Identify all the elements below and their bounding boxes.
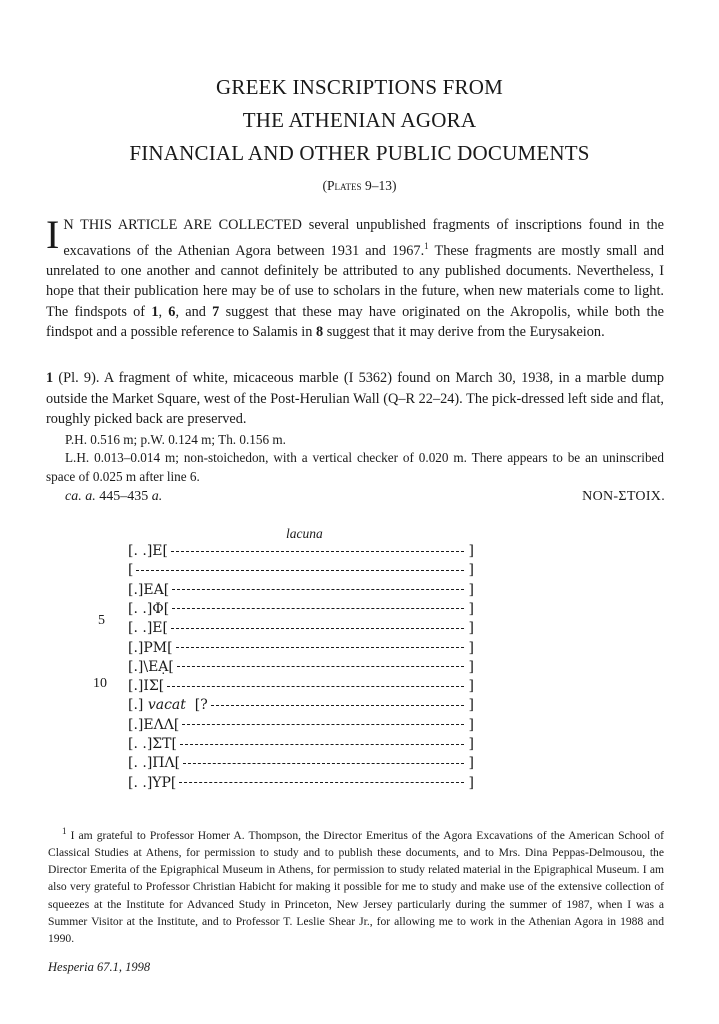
lacuna-dashes (182, 724, 464, 725)
intro-text-a: several unpublished fragments of inscriptions found in the excavations of the Athenian Agora between 1931 and 1967. (63, 217, 664, 259)
inscription-line-text: [.]\ΕẠ[ (128, 658, 174, 675)
plates-reference: (Plates 9–13) (322, 178, 397, 193)
line-number-10: 10 (93, 676, 107, 691)
drop-cap: I (46, 212, 60, 257)
lacuna-dashes (172, 589, 464, 590)
inscription-line (128, 716, 474, 734)
inscription-line (128, 561, 474, 579)
ref-6: 6 (168, 303, 176, 320)
dating (65, 489, 162, 505)
inscription-line-text: [. .]Φ[ (128, 600, 170, 617)
inscription-line-text: [. .]ΥΡ[ (128, 774, 177, 791)
inscription-line (128, 735, 474, 753)
footnote-reference[interactable]: 1 (424, 240, 429, 251)
inscription-line (128, 696, 474, 714)
inscription-line (128, 600, 474, 618)
lacuna-dashes (171, 551, 464, 552)
close-bracket: ] (468, 755, 474, 772)
lacuna-dashes (179, 782, 464, 783)
inscription-line-text: [ (128, 562, 134, 579)
date-years: 445–435 (95, 489, 152, 504)
lacuna-dashes (172, 608, 464, 609)
vacat-word: vacat (147, 697, 186, 714)
inscription-line (128, 619, 474, 637)
entry-description: (Pl. 9). A fragment of white, micaceous marble (I 5362) found on March 30, 1938, in a marble dump outside the Market Square, west of the Post-Herulian Wall (Q–R 22–24). The pick-dressed left side and flat, roughly picked back are preserved. (46, 370, 664, 427)
inscription-line (128, 542, 474, 560)
footnote-mark: 1 (62, 826, 67, 836)
inscription-line-text: [.]ΙΣ[ (128, 678, 165, 695)
entry-number: 1 (46, 370, 54, 386)
sep: , and (175, 303, 213, 320)
inscription-line-text: [.]ΕΑ[ (128, 581, 170, 598)
footnote (48, 823, 664, 947)
close-bracket: ] (468, 658, 474, 675)
close-bracket: ] (468, 562, 474, 579)
inscription-line-text: [. .]Ε[ (128, 543, 168, 559)
inscription-line (128, 658, 474, 676)
lacuna-label: lacuna (286, 526, 323, 541)
close-bracket: ] (468, 736, 474, 752)
title-line-2: THE ATHENIAN AGORA (242, 108, 477, 132)
close-bracket: ] (468, 716, 474, 733)
plates-range: 9–13 (364, 178, 392, 193)
inscription-line (128, 677, 474, 695)
lacuna-dashes (171, 628, 464, 629)
close-bracket: ] (468, 697, 474, 714)
inscription-line-text: [.]ΕΛΛ[ (128, 716, 180, 733)
inscription-line-text: [.] (128, 697, 148, 714)
inscription-line (128, 639, 474, 657)
ref-8: 8 (315, 324, 324, 341)
close-bracket: ] (468, 639, 474, 656)
date-a: a. (151, 489, 163, 504)
lacuna-dashes (177, 666, 464, 667)
close-bracket: ] (468, 774, 474, 791)
dimensions: P.H. 0.516 m; p.W. 0.124 m; Th. 0.156 m. (65, 432, 286, 447)
inscription-line-text: [.]ΡΜ[ (128, 639, 173, 656)
intro-text-c: suggest that these may have originated on the Akropolis, while both the findspot and a possible reference to Salamis in (46, 303, 664, 341)
inscription-line-text: [. .]ΣΤ[ (128, 736, 177, 752)
date-ca: ca. a. (65, 489, 96, 504)
title-line-1: GREEK INSCRIPTIONS FROM (216, 75, 503, 99)
stoichedon-label: NON-ΣΤΟΙΧ. (582, 489, 665, 504)
intro-paragraph (46, 212, 664, 343)
journal-citation: Hesperia 67.1, 1998 (48, 960, 151, 974)
ref-7: 7 (212, 303, 220, 320)
ref-1: 1 (151, 303, 159, 320)
title-line-3: FINANCIAL AND OTHER PUBLIC DOCUMENTS (129, 141, 590, 165)
vacat-after: [? (185, 697, 208, 714)
close-bracket: ] (468, 678, 474, 695)
close-bracket: ] (468, 620, 474, 637)
inscription-line-text: [. .]ΠΛ[ (128, 755, 181, 772)
lacuna-dashes (183, 763, 464, 764)
intro-lead-caps: N THIS ARTICLE ARE COLLECTED (63, 217, 303, 233)
close-bracket: ] (468, 581, 474, 598)
inscription-line (128, 774, 474, 792)
inscription-line (128, 754, 474, 772)
letter-height: L.H. 0.013–0.014 m; non-stoichedon, with a vertical checker of 0.020 m. There appears to be an uninscribed space of 0.025 m after line 6. (46, 450, 664, 484)
line-number-5: 5 (98, 613, 105, 628)
intro-text-d: suggest that it may derive from the Eurysakeion. (323, 324, 605, 341)
close-bracket: ] (468, 600, 474, 617)
entry-paragraph (46, 368, 664, 430)
close-bracket: ] (468, 543, 474, 559)
plates-word: Plates (327, 178, 362, 193)
inscription-line-text: [. .]Ε[ (128, 620, 168, 637)
lacuna-dashes (136, 570, 464, 571)
inscription-line (128, 581, 474, 599)
footnote-text: I am grateful to Professor Homer A. Thompson, the Director Emeritus of the Agora Excavations of the American School of Classical Studies at Athens, for permission to study and to publish these documents, and to Mrs. Dina Peppas-Delmousou, the Director Emerita of the Epigraphical Museum in Athens, for permission to study related material in the Epigraphical Museum. I am also very grateful to Professor Christian Habicht for making it possible for me to study and make use of the extensive collection of squeezes at the Institute for Advanced Study in Princeton, New Jersey particularly during the summer of 1987, when I was a Summer Visitor at the Institute, and to Professor T. Leslie Shear Jr., for allowing me to work in the Athenian Agora in 1988 and 1990. (48, 828, 664, 946)
lacuna-dashes (167, 686, 464, 687)
intro-text-b: These fragments are mostly small and unrelated to one another and cannot definitely be attributed to any published documents. Nevertheless, I hope that their publication here may be of use to scholars in the future, when new materials come to light. The findspots of (46, 242, 664, 320)
sep: , (158, 303, 169, 320)
lacuna-dashes (211, 705, 464, 706)
lacuna-dashes (176, 647, 464, 648)
lacuna-dashes (180, 744, 464, 745)
